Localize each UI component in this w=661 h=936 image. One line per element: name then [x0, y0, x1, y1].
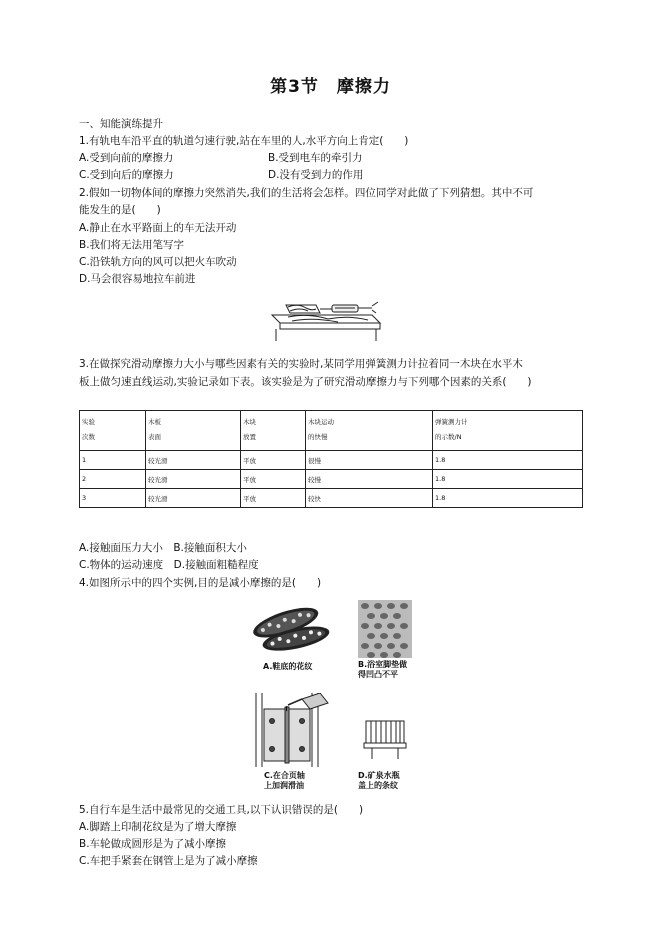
- table-cell: 1.8: [433, 489, 583, 508]
- table-header-cell: 木板 表面: [146, 411, 241, 451]
- q5-option-c: C.车把手紧套在钢管上是为了减小摩擦: [79, 855, 258, 867]
- section-heading: 一、知能演练提升: [79, 118, 163, 130]
- table-row: [80, 451, 583, 470]
- table-row: [80, 470, 583, 489]
- table-cell: 3: [80, 489, 146, 508]
- table-cell: 较光滑: [146, 470, 241, 489]
- hinge-lubricant-figure: [250, 693, 336, 767]
- q4-stem: 4.如图所示中的四个实例,目的是减小摩擦的是( ): [79, 577, 322, 589]
- q5-option-b: B.车轮做成圆形是为了减小摩擦: [79, 838, 227, 850]
- q1-option-d: D.没有受到力的作用: [268, 169, 364, 181]
- q2-stem-line2: 能发生的是( ): [79, 204, 161, 216]
- q2-option-d: D.马会很容易地拉车前进: [79, 273, 196, 285]
- q1-option-a: A.受到向前的摩擦力: [79, 152, 174, 164]
- q3-options-ab: A.接触面压力大小 B.接触面积大小: [79, 542, 247, 554]
- table-header-cell: 实验 次数: [80, 411, 146, 451]
- table-cell: 较光滑: [146, 489, 241, 508]
- table-header-cell: 木块运动 的快慢: [306, 411, 433, 451]
- q3-stem-line2: 板上做匀速直线运动,实验记录如下表。该实验是为了研究滑动摩擦力与下列哪个因素的关系( ): [79, 376, 532, 388]
- table-header-cell: 弹簧测力计 的示数/N: [433, 411, 583, 451]
- q1-option-c: C.受到向后的摩擦力: [79, 169, 174, 181]
- figure-c-caption-line1: C.在合页轴: [264, 771, 305, 780]
- figure-a-caption: A.鞋底的花纹: [263, 662, 313, 671]
- q5-option-a: A.脚踏上印制花纹是为了增大摩擦: [79, 821, 237, 833]
- figure-d-caption-line1: D.矿泉水瓶: [358, 771, 400, 780]
- table-cell: 1.8: [433, 470, 583, 489]
- shoe-sole-figure: [252, 603, 334, 655]
- table-cell: 1: [80, 451, 146, 470]
- table-cell: 2: [80, 470, 146, 489]
- table-cell: 较快: [306, 489, 433, 508]
- q2-option-c: C.沿铁轨方向的风可以把火车吹动: [79, 256, 237, 268]
- bottle-cap-figure: [362, 717, 408, 759]
- q1-stem: 1.有轨电车沿平直的轨道匀速行驶,站在车里的人,水平方向上肯定( ): [79, 135, 409, 147]
- table-cell: 很慢: [306, 451, 433, 470]
- table-cell: 较慢: [306, 470, 433, 489]
- q2-option-a: A.静止在水平路面上的车无法开动: [79, 222, 237, 234]
- q2-option-b: B.我们将无法用笔写字: [79, 239, 185, 251]
- table-cell: 1.8: [433, 451, 583, 470]
- figure-d-caption-line2: 盖上的条纹: [358, 781, 398, 790]
- table-header-row: [80, 411, 583, 451]
- experiment-record-table: [79, 410, 583, 508]
- q2-stem-line1: 2.假如一切物体间的摩擦力突然消失,我们的生活将会怎样。四位同学对此做了下列猜想。其中不可: [79, 187, 534, 199]
- q1-option-b: B.受到电车的牵引力: [268, 152, 363, 164]
- bath-mat-figure: [358, 600, 412, 658]
- q3-options-cd: C.物体的运动速度 D.接触面粗糙程度: [79, 559, 259, 571]
- spring-scale-experiment-figure: [268, 293, 386, 343]
- q5-stem: 5.自行车是生活中最常见的交通工具,以下认识错误的是( ): [79, 804, 364, 816]
- table-cell: 平放: [241, 451, 306, 470]
- table-row: [80, 489, 583, 508]
- figure-c-caption-line2: 上加润滑油: [264, 781, 304, 790]
- table-cell: 较光滑: [146, 451, 241, 470]
- table-header-cell: 木块 放置: [241, 411, 306, 451]
- q3-stem-line1: 3.在做探究滑动摩擦力大小与哪些因素有关的实验时,某同学用弹簧测力计拉着同一木块在水平木: [79, 358, 523, 370]
- figure-b-caption-line1: B.浴室脚垫做: [358, 660, 408, 669]
- table-cell: 平放: [241, 470, 306, 489]
- figure-b-caption-line2: 得凹凸不平: [358, 670, 398, 679]
- table-cell: 平放: [241, 489, 306, 508]
- page-title: 第3节 摩擦力: [270, 77, 391, 97]
